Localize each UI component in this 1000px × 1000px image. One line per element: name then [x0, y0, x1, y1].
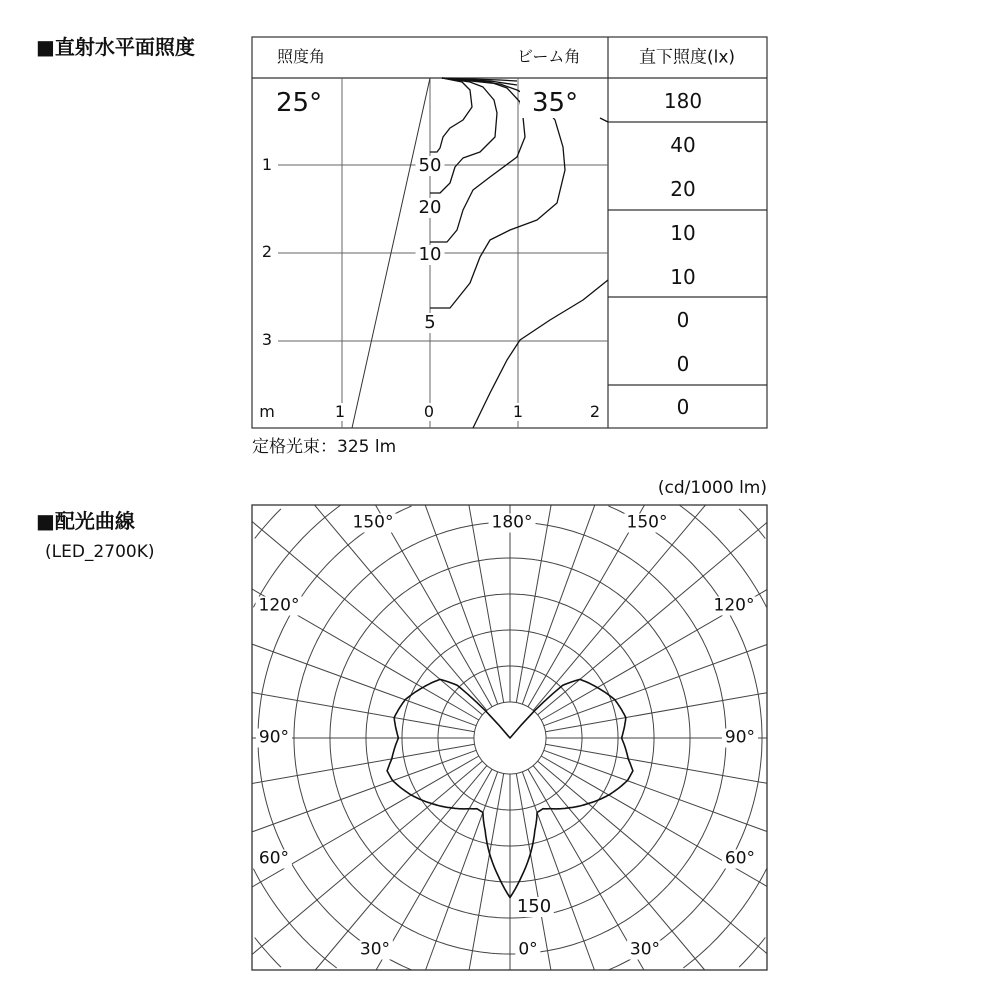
- rated-flux: 定格光束：325 lm: [252, 437, 397, 457]
- illuminance-title: ■直射水平面照度: [36, 35, 195, 59]
- depth-label-1: 1: [259, 156, 275, 174]
- lux-value: 0: [676, 352, 690, 376]
- header-direct-lux: 直下照度(lx): [638, 47, 736, 68]
- angle-label-150-right: 150°: [624, 514, 671, 533]
- x-unit: m: [259, 402, 275, 421]
- contour-50: [430, 78, 472, 152]
- lux-value: 180: [663, 89, 703, 113]
- illumination-angle-value: 25°: [264, 88, 336, 118]
- beam-angle-value: 35°: [520, 88, 590, 118]
- angle-label-60-left: 60°: [256, 850, 292, 869]
- x-label-2: 2: [587, 403, 603, 421]
- polar-spoke: [544, 750, 767, 831]
- angle-label-0: 0°: [515, 941, 540, 960]
- lux-value: 20: [670, 177, 696, 201]
- contour-label-5: 5: [421, 313, 438, 333]
- angle-label-90-right: 90°: [722, 729, 758, 748]
- polar-spoke: [315, 766, 487, 970]
- contour-label-20: 20: [416, 198, 445, 218]
- polar-spoke: [252, 644, 476, 726]
- contour-label-10: 10: [416, 245, 445, 265]
- x-label-left-1: 1: [332, 403, 348, 421]
- angle-label-150-left: 150°: [350, 514, 397, 533]
- polar-ring: [739, 938, 765, 968]
- polar-spoke: [252, 750, 476, 832]
- polar-spoke: [533, 505, 705, 710]
- contour-label-50: 50: [416, 156, 445, 176]
- polar-ring: [609, 506, 763, 738]
- polar-spoke: [544, 645, 767, 726]
- ring-scale-label: 150: [514, 897, 554, 917]
- angle-label-90-left: 90°: [256, 729, 292, 748]
- angle-label-120-right: 120°: [711, 597, 758, 616]
- distribution-unit: (cd/1000 lm): [657, 478, 767, 498]
- angle-label-60-right: 60°: [722, 850, 758, 869]
- polar-ring: [255, 938, 281, 968]
- x-label-right-1: 1: [510, 403, 526, 421]
- header-beam-angle: ビーム角: [517, 47, 581, 66]
- lux-value: 40: [670, 133, 696, 157]
- lux-value: 10: [670, 221, 696, 245]
- angle-label-30-left: 30°: [357, 941, 393, 960]
- angle-label-30-right: 30°: [627, 941, 663, 960]
- lux-value: 0: [676, 395, 690, 419]
- lux-value: 10: [670, 265, 696, 289]
- distribution-title: ■配光曲線: [36, 509, 135, 533]
- distribution-subtitle: (LED_2700K): [45, 542, 155, 562]
- polar-spoke: [315, 505, 487, 710]
- header-illumination-angle: 照度角: [277, 47, 326, 66]
- lux-value: 0: [676, 308, 690, 332]
- polar-ring: [739, 509, 765, 539]
- depth-label-3: 3: [259, 331, 275, 349]
- x-label-0: 0: [421, 403, 437, 421]
- polar-spoke: [533, 766, 705, 970]
- depth-label-2: 2: [259, 243, 275, 261]
- angle-label-180: 180°: [489, 514, 536, 533]
- angle-label-120-left: 120°: [256, 597, 303, 616]
- polar-ring: [255, 509, 281, 539]
